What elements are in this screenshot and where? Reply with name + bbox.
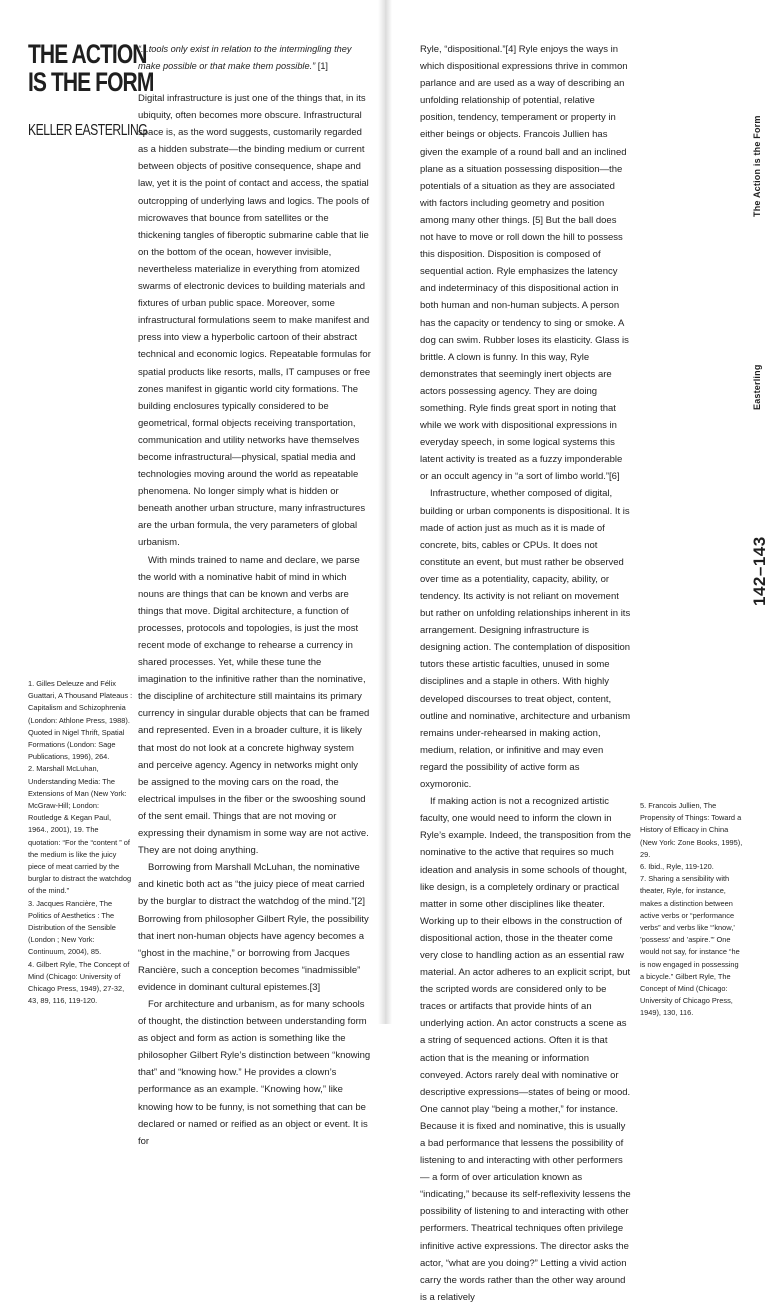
body-paragraph: If making action is not a recognized artistic faculty, one would need to inform the clown in Ryle’s example. Indeed, the transposition from the nominative to the active that requires so much ideation and analysis in some schools of thought, like design, is a completely ordinary or practical matter in some other disciplines like theater. Working up to their elbows in the construction of dispositional action, those in the theater come very close to handling action as an essential raw material. An actor adheres to an explicit script, but the scripted words are considered only to be traces or artifacts that provide hints of an underlying action. An actor constructs a scene as a string of sequenced actions. Often it is that action that is the meaning or information conveyed. Actors rarely deal with nominative or descriptive expressions—states of being or mood. One cannot play “being a mother,” for instance. Because it is fixed and nominative, this is usually a bad performance that lessens the possibility of listening to and interacting with other performers — a form of over articulation known as “indicating,” because its self-reflexivity lessens the possibility of listening to and interacting with other performers. Theatrical techniques often privilege infinitive active expressions. The director asks the actor, “what are you doing?” Letting a vivid action carry the words rather than the other way around is a relatively: [420, 796, 632, 1303]
body-paragraph: Digital infrastructure is just one of the things that, in its ubiquity, often becomes more obscure. Infrastructural space is, as the word suggests, customarily regarded as a hidden substrate—the binding medium or current between objects of positive consequence, shape and law, yet it is the point of contact and access, the spatial outcropping of underlying laws and logics. The pools of microwaves that bounce from satellites or the thickening tangles of fiberoptic submarine cable that lie on the bottom of the ocean, however invisible, nevertheless materialize in everything from atomized swarms of electronic devices to building materials and fixtures of urban public space. Moreover, some infrastructural formulations seem to make manifest and press into view a hyperbolic cartoon of their abstract technical and economic logics. Repeatable formulas for spatial products like resorts, malls, IT campuses or free zones manifest in gigantic world city formations. The building enclosures typically considered to be geometrical, formal objects receiving transportation, communication and utility networks have themselves become infrastructural—physical, spatial media and technologies moving around the world as repeatable phenomena. No longer simply what is hidden or beneath another urban structure, many infrastructures are the urban formula, the very parameters of global urbanism.: [138, 93, 371, 549]
article-author: KELLER EASTERLING: [28, 122, 148, 139]
epigraph-reference: [1]: [317, 61, 328, 72]
footnote: 1. Gilles Deleuze and Félix Guattari, A Thousand Plateaus : Capitalism and Schizophrenia (London: Athlone Press, 1988). Quoted in Nigel Thrift, Spatial Formations (London: Sage Publications, 1996), 264.: [28, 679, 133, 762]
footnote: 7. Sharing a sensibility with theater, Ryle, for instance, makes a distinction between active verbs or “performance verbs” and verbs like “’know,’ ’possess’ and ’aspire.’” One would not say, for instance “he is now engaged in possessing a bicycle.” Gilbert Ryle, The Concept of Mind (Chicago: University of Chicago Press, 1949), 130, 116.: [640, 874, 740, 1018]
running-head-author: Easterling: [752, 364, 762, 410]
gutter-shadow: [378, 0, 392, 1024]
left-body-column: [138, 90, 371, 1150]
right-footnotes: [640, 800, 744, 1020]
body-paragraph: Ryle, “dispositional.”[4] Ryle enjoys the ways in which dispositional expressions thrive in common parlance and are used as a way of describing an unfolding relationship of potential, relative position, tendency, temperament or property in either beings or objects. Francois Jullien has given the example of a round ball and an inclined plane as a situation possessing disposition—the potentials of a situation as they are associated with factors including geometry and position among many other things. [5] But the ball does not have to move or roll down the hill to possess this disposition. Disposition is composed of sequential action. Ryle emphasizes the latency and indeterminacy of this dispositional action in both human and non-human subjects. A person has the capacity or tendency to sing or smoke. A dog can swim. Rubber loses its elasticity. Glass is brittle. A clown is funny. In this way, Ryle demonstrates that seemingly inert objects are actors possessing agency. They are doing something. Ryle finds great sport in noting that while we work with dispositional expressions in everyday speech, in some logical systems this latent activity is treated as a fuzzy imponderable or an occult agency in “a sort of limbo world.”[6]: [420, 44, 629, 483]
left-footnotes: [28, 678, 133, 1007]
footnote: 5. Francois Jullien, The Propensity of Things: Toward a History of Efficacy in China (New York: Zone Books, 1995), 29.: [640, 801, 743, 859]
body-paragraph: With minds trained to name and declare, we parse the world with a nominative habit of mind in which nouns are things that can be known and verbs are things that move. Digital architecture, a function of processes, protocols and topologies, is just the most recent mode of exchange to rehearse a currency in shared processes. Yet, while these tune the imagination to the infinitive rather than the nominative, the discipline of architecture still maintains its primary currency in singular durable objects that can be framed and represented. Even in a broader culture, it is likely that most do not look at a concrete highway system and perceive agency. Agency in networks might only be assigned to the moving cars on the road, the electrical impulses in the fiber or the swooshing sound of the sent email. Things that are not moving or expressing their dynamism in some way are not active. They are not doing anything.: [138, 554, 370, 857]
body-paragraph: For architecture and urbanism, as for many schools of thought, the distinction between understanding form as object and form as action is something like the philosopher Gilbert Ryle’s distinction between “knowing that” and “knowing how.” He provides a clown’s performance as an example. “Knowing how,” like knowing how to be funny, is not something that can be declared or named or reified as an object or event. It is for: [138, 998, 371, 1147]
running-head-title: The Action is the Form: [752, 115, 762, 217]
article-title-line-2: IS THE FORM: [28, 67, 154, 97]
footnote: 3. Jacques Rancière, The Politics of Aesthetics : The Distribution of the Sensible (London ; New York: Continuum, 2004), 85.: [28, 898, 116, 957]
page-numbers: 142–143: [750, 536, 769, 606]
footnote: 6. Ibid., Ryle, 119-120.: [640, 862, 714, 872]
body-paragraph: Infrastructure, whether composed of digital, building or urban components is dispositional. It is made of action just as much as it is made of concrete, bits, cables or CPUs. It does not constitute an event, but must rather be observed over time as a potentiality, capacity, ability, or tendency. Its activity is not reliant on movement but rather on unfolding relationships inherent in its arrangement. Designing infrastructure is designing action. The contemplation of disposition tutors these artistic faculties, unused in some disciplines and a staple in others. With highly developed discourses to treat object, content, outline and nominative, architecture and urbanism remains under-rehearsed in making action, medium, relation, or infinitive and may even regard the possibility of active form as oxymoronic.: [420, 488, 631, 791]
footnote: 2. Marshall McLuhan, Understanding Media: The Extensions of Man (New York: McGraw-Hill; London: Routledge & Kegan Paul, 1964., 2001), 19. The quotation: “For the “content ” of the medium is like the juicy piece of meat carried by the burglar to distract the watchdog of the mind.”: [28, 764, 132, 896]
epigraph: [138, 41, 370, 76]
article-title: [28, 39, 154, 97]
body-paragraph: Borrowing from Marshall McLuhan, the nominative and kinetic both act as “the juicy piece of meat carried by the burglar to distract the watchdog of the mind.”[2] Borrowing from philosopher Gilbert Ryle, the possibility that inert non-human objects have agency becomes a “ghost in the machine,” or borrowing from Jacques Rancière, such a conception becomes “inadmissible” evidence in dominant cultural epistemes.[3]: [138, 862, 369, 993]
epigraph-text: “...tools only exist in relation to the intermingling they make possible or that make them possible.”: [138, 44, 352, 72]
footnote: 4. Gilbert Ryle, The Concept of Mind (Chicago: University of Chicago Press, 1949), 27-32, 43, 89, 116, 119-120.: [28, 959, 130, 1006]
article-title-line-1: THE ACTION: [28, 39, 147, 69]
right-body-column: [420, 41, 632, 1306]
article-header: [28, 39, 154, 140]
